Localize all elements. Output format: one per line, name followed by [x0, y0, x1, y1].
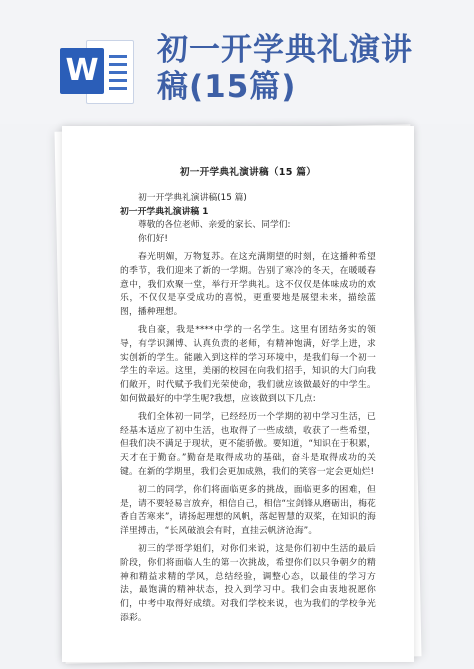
section-title: 初一开学典礼演讲稿 1 — [120, 206, 209, 217]
page-title-line-1: 初一开学典礼演讲 — [157, 32, 413, 68]
word-icon-line — [109, 71, 127, 74]
word-document-icon — [60, 40, 136, 102]
word-icon-line — [109, 87, 127, 90]
page-title-line-2: 稿(15篇) — [157, 69, 297, 105]
document-subheading: 初一开学典礼演讲稿(15 篇) — [138, 192, 247, 203]
word-icon-line — [109, 63, 127, 66]
salutation: 尊敬的各位老师、亲爱的家长、同学们: — [138, 220, 291, 231]
word-icon-letter: W — [60, 48, 104, 94]
word-icon-line — [109, 79, 127, 82]
document-body — [120, 166, 376, 630]
document-heading: 初一开学典礼演讲稿（15 篇） — [179, 167, 317, 178]
body-paragraph: 春光明媚，万物复苏。在这充满期望的时刻，在这播种希望的季节，我们迎来了新的一学期。告别了寒冷的冬天，在暖暖春意中，我们欢聚一堂，举行开学典礼。这不仅仅是体味成功的欢乐，不仅仅是享受成功的喜悦，更重要地是展望未来，描绘蓝图，播种理想。 — [120, 251, 376, 318]
body-paragraph: 我们全体初一同学，已经经历一个学期的初中学习生活，已经基本适应了初中生活，也取得了一些成绩，收获了一些希望，但我们决不满足于现状，更不能骄傲。要知道，“知识在于积累，天才在于勤奋。”勤奋是取得成功的基础，奋斗是取得成功的关键。在新的学期里，我们会更加成熟，我们的笑容一定会更灿烂! — [120, 411, 376, 477]
body-paragraph: 初二的同学，你们将面临更多的挑战，面临更多的困难，但是，请不要轻易言放弃，相信自己，相信“宝剑锋从磨砺出，梅花香自苦寒来”，请扬起理想的风帆，落起智慧的双桨，在知识的海洋里搏击，“长风破浪会有时，直挂云帆济沧海”。 — [120, 484, 376, 537]
document-header — [0, 0, 474, 124]
body-paragraph: 我自豪，我是****中学的一名学生。这里有团结务实的领导，有学识渊博、认真负责的老师，有精神饱满，好学上进，求实创新的学生。能融入到这样的学习环境中，是我们每一个初一学生的幸运。这里，美丽的校园在向我们招手，知识的大门向我们敞开，时代赋予我们光荣使命，我们就应该做最好的中学生。如何做最好的中学生呢?我想，应该做到以下几点: — [120, 324, 376, 404]
page-title — [157, 32, 457, 106]
word-icon-line — [109, 55, 127, 58]
body-paragraph: 初三的学哥学姐们，对你们来说，这是你们初中生活的最后阶段，你们将面临人生的第一次挑战，希望你们以只争朝夕的精神和精益求精的学风，总结经验，调整心态，以最佳的学习方法，最饱满的精神状态，投入到学习中。我们会由衷地祝愿你们，中考中取得好成绩。对我们学校来说，也为我们的学校争光添彩。 — [120, 543, 376, 623]
document-page — [62, 126, 414, 662]
greeting: 你们好! — [138, 234, 168, 245]
